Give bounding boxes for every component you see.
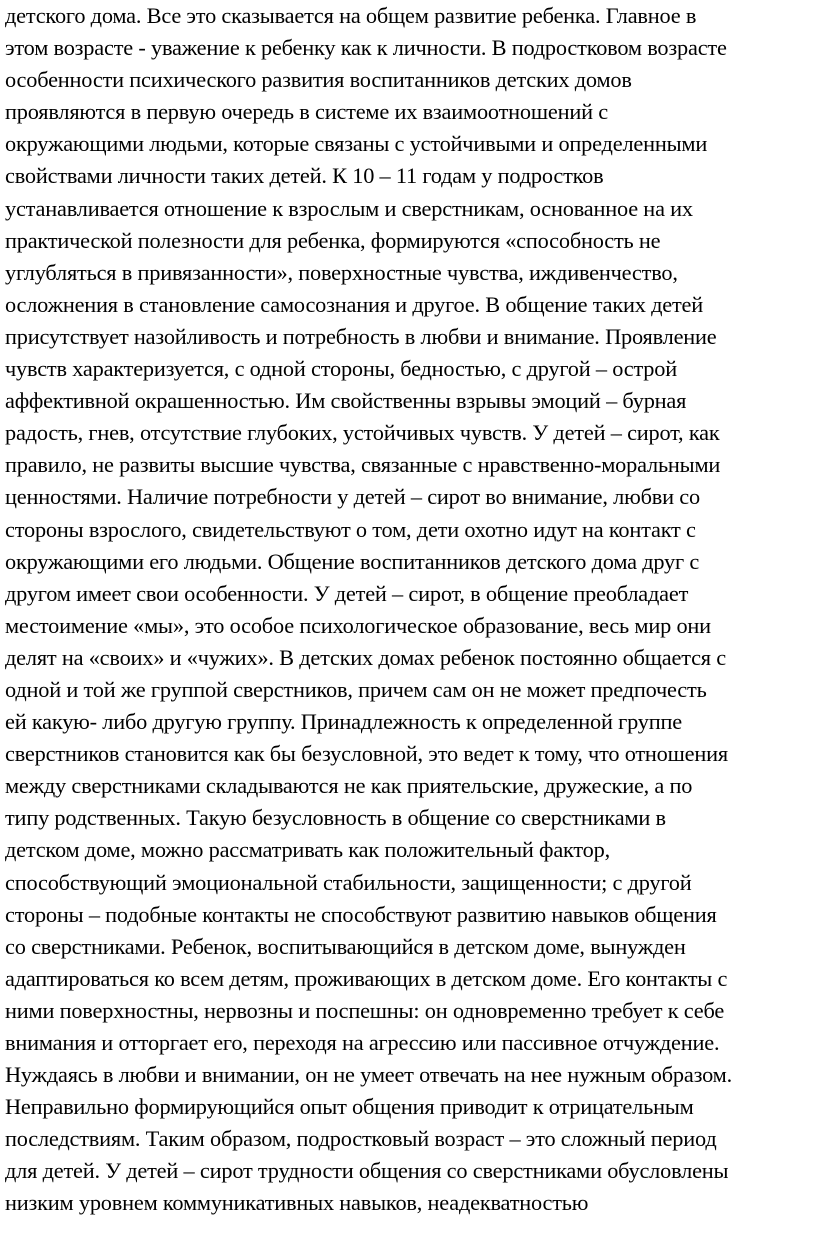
text-line: низким уровнем коммуникативных навыков, неадекватностью — [5, 1190, 589, 1216]
text-line: радость, гнев, отсутствие глубоких, устойчивых чувств. У детей – сирот, как — [5, 420, 720, 446]
text-line: особенности психического развития воспитанников детских домов — [5, 67, 632, 93]
text-line: между сверстниками складываются не как приятельские, дружеские, а по — [5, 773, 693, 799]
text-line: окружающими людьми, которые связаны с устойчивыми и определенными — [5, 131, 708, 157]
text-line: способствующий эмоциональной стабильности, защищенности; с другой — [5, 869, 692, 895]
text-line: детском доме, можно рассматривать как положительный фактор, — [5, 837, 610, 863]
text-line: последствиям. Таким образом, подростковый возраст – это сложный период — [5, 1126, 717, 1152]
text-line: правило, не развиты высшие чувства, связанные с нравственно-моральными — [5, 452, 721, 478]
body-text — [5, 0, 816, 1220]
text-line: сверстников становится как бы безусловной, это ведет к тому, что отношения — [5, 741, 728, 767]
text-line: другом имеет свои особенности. У детей – сирот, в общение преобладает — [5, 580, 689, 606]
text-line: проявляются в первую очередь в системе их взаимоотношений с — [5, 99, 608, 125]
text-line: свойствами личности таких детей. К 10 – 11 годам у подростков — [5, 163, 604, 189]
text-line: детского дома. Все это сказывается на общем развитие ребенка. Главное в — [5, 3, 697, 28]
text-line: ценностями. Наличие потребности у детей – сирот во внимание, любви со — [5, 484, 700, 510]
text-line: стороны взрослого, свидетельствуют о том, дети охотно идут на контакт с — [5, 516, 696, 542]
text-line: со сверстниками. Ребенок, воспитывающийся в детском доме, вынужден — [5, 933, 686, 959]
text-line: ними поверхностны, нервозны и поспешны: он одновременно требует к себе — [5, 997, 725, 1023]
text-line: практической полезности для ребенка, формируются «способность не — [5, 227, 661, 253]
text-line: делят на «своих» и «чужих». В детских домах ребенок постоянно общается с — [5, 644, 726, 670]
text-line: адаптироваться ко всем детям, проживающих в детском доме. Его контакты с — [5, 965, 728, 991]
text-line: одной и той же группой сверстников, причем сам он не может предпочесть — [5, 676, 707, 702]
text-line: стороны – подобные контакты не способствуют развитию навыков общения — [5, 901, 717, 927]
text-line: Нуждаясь в любви и внимании, он не умеет отвечать на нее нужным образом. — [5, 1062, 732, 1088]
text-line: Неправильно формирующийся опыт общения приводит к отрицательным — [5, 1094, 694, 1120]
text-line: аффективной окрашенностью. Им свойственны взрывы эмоций – бурная — [5, 388, 687, 414]
text-line: окружающими его людьми. Общение воспитанников детского дома друг с — [5, 548, 700, 574]
text-line: ей какую- либо другую группу. Принадлежность к определенной группе — [5, 709, 682, 735]
text-line: осложнения в становление самосознания и другое. В общение таких детей — [5, 291, 704, 317]
text-line: этом возрасте - уважение к ребенку как к личности. В подростковом возрасте — [5, 35, 727, 61]
text-line: местоимение «мы», это особое психологическое образование, весь мир они — [5, 612, 711, 638]
text-line: типу родственных. Такую безусловность в общение со сверстниками в — [5, 805, 666, 831]
text-line: устанавливается отношение к взрослым и сверстникам, основанное на их — [5, 195, 693, 221]
text-line: для детей. У детей – сирот трудности общения со сверстниками обусловлены — [5, 1158, 729, 1184]
text-line: чувств характеризуется, с одной стороны, бедностью, с другой – острой — [5, 356, 678, 382]
text-line: внимания и отторгает его, переходя на агрессию или пассивное отчуждение. — [5, 1030, 720, 1055]
text-line: углубляться в привязанности», поверхностные чувства, иждивенчество, — [5, 259, 678, 285]
text-line: присутствует назойливость и потребность в любви и внимание. Проявление — [5, 323, 717, 349]
